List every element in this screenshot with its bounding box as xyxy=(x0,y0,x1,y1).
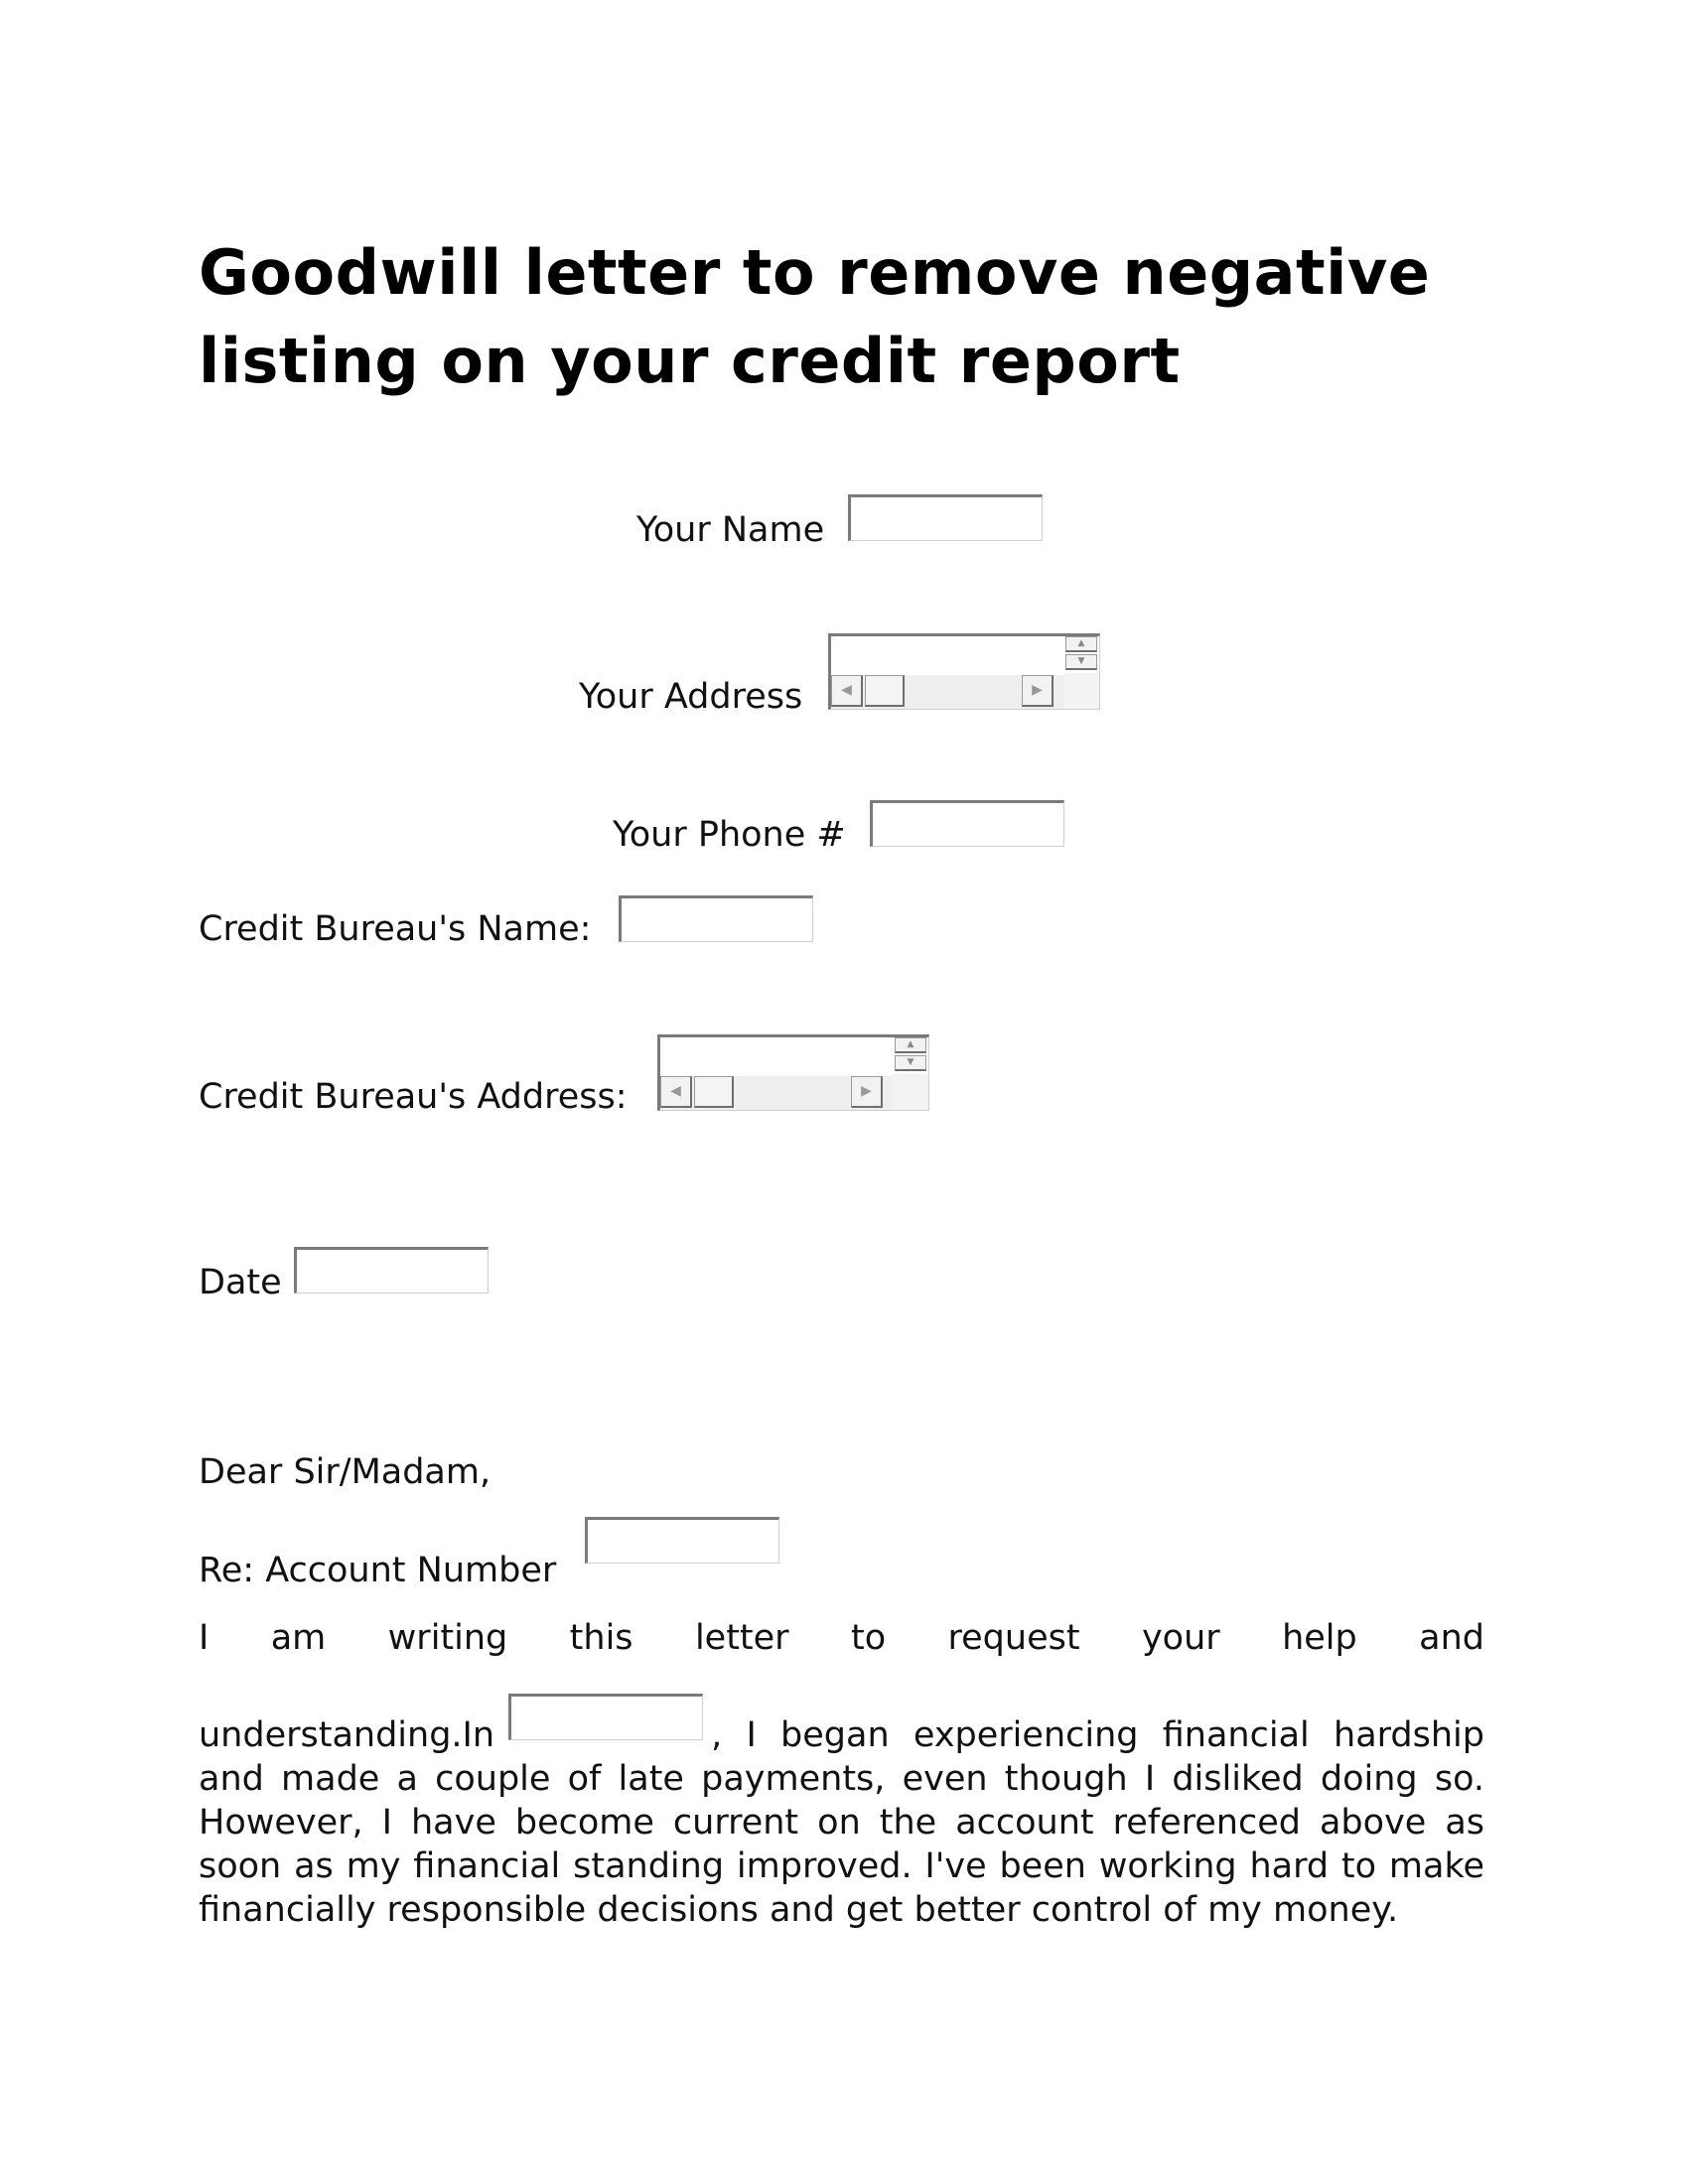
scroll-thumb[interactable] xyxy=(865,675,905,707)
your-address-vertical-scrollbar[interactable] xyxy=(1065,636,1099,674)
bureau-name-label: Credit Bureau's Name: xyxy=(199,909,592,949)
date-row xyxy=(199,1262,282,1303)
your-address-horizontal-scrollbar[interactable] xyxy=(831,675,1065,709)
your-address-row xyxy=(579,676,802,718)
scroll-up-icon[interactable]: ▲ xyxy=(1065,636,1097,652)
account-number-input[interactable] xyxy=(585,1517,779,1564)
your-address-label: Your Address xyxy=(579,677,803,717)
scroll-corner xyxy=(893,1074,928,1110)
letter-body-line-2 xyxy=(199,1694,1484,1757)
bureau-name-row xyxy=(199,908,591,950)
scroll-left-icon[interactable]: ◀ xyxy=(660,1076,692,1108)
letter-body-line-1: I am writing this letter to request your help and xyxy=(199,1618,1484,1658)
your-phone-input[interactable] xyxy=(870,800,1064,847)
scroll-up-icon[interactable]: ▲ xyxy=(895,1037,926,1053)
date-label: Date xyxy=(199,1263,282,1302)
your-name-label: Your Name xyxy=(636,510,825,550)
scroll-corner xyxy=(1063,673,1099,709)
document-title: Goodwill letter to remove negative listing on your credit report xyxy=(199,236,1431,397)
your-phone-label: Your Phone # xyxy=(613,815,846,855)
bureau-address-textarea[interactable] xyxy=(657,1034,929,1111)
date-input[interactable] xyxy=(294,1247,489,1294)
scroll-right-icon[interactable]: ▶ xyxy=(851,1076,883,1108)
bureau-address-label: Credit Bureau's Address: xyxy=(199,1077,628,1117)
bureau-name-input[interactable] xyxy=(619,895,813,942)
letter-body xyxy=(199,1616,1484,1932)
scroll-right-icon[interactable]: ▶ xyxy=(1022,675,1054,707)
your-address-textarea[interactable] xyxy=(828,633,1100,710)
account-number-label: Re: Account Number xyxy=(199,1551,557,1590)
hardship-date-input[interactable] xyxy=(508,1694,703,1740)
letter-body-line-2-start: understanding.In xyxy=(199,1715,495,1755)
scroll-thumb[interactable] xyxy=(694,1076,734,1108)
your-name-input[interactable] xyxy=(848,494,1043,541)
salutation: Dear Sir/Madam, xyxy=(199,1452,492,1492)
bureau-address-row xyxy=(199,1076,628,1118)
scroll-left-icon[interactable]: ◀ xyxy=(831,675,863,707)
scroll-down-icon[interactable]: ▼ xyxy=(895,1055,926,1071)
bureau-address-vertical-scrollbar[interactable] xyxy=(895,1037,928,1075)
scroll-down-icon[interactable]: ▼ xyxy=(1065,654,1097,670)
your-phone-row xyxy=(613,814,846,856)
letter-body-line-2-end: , I began experiencing financial hardship xyxy=(711,1715,1484,1755)
your-name-row xyxy=(636,509,824,551)
account-number-row xyxy=(199,1550,556,1591)
bureau-address-horizontal-scrollbar[interactable] xyxy=(660,1076,895,1110)
letter-body-rest: and made a couple of late payments, even though I disliked doing so. However, I have become current on the account referenced above as soon as my financial standing improved. I've been working hard to make financially responsible decisions and get better control of my money. xyxy=(199,1759,1484,1930)
